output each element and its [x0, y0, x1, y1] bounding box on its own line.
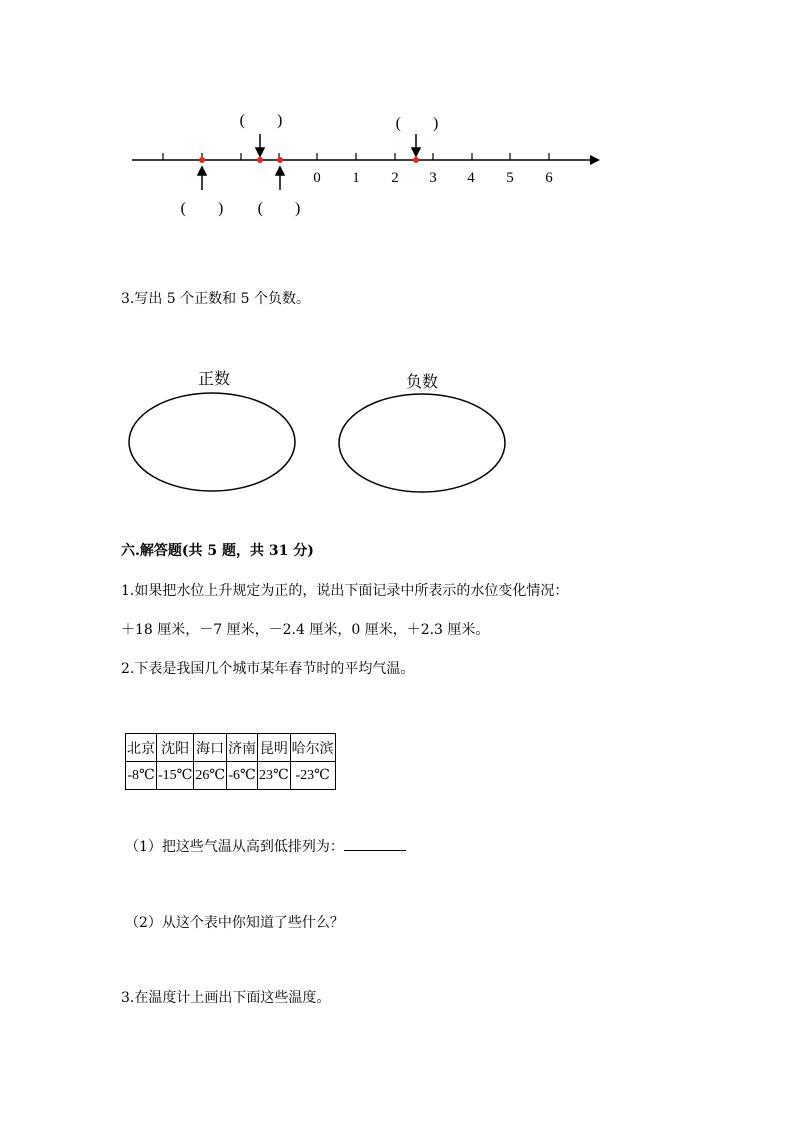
question-2-sub-2: （2）从这个表中你知道了些什么？ [125, 915, 344, 931]
city-temperature-table [125, 733, 336, 790]
answer-blank-top-2: ( ) [395, 115, 439, 132]
tick-label-5: 5 [506, 170, 514, 186]
table-cell-city: 沈阳 [157, 734, 194, 762]
table-row [126, 762, 336, 790]
question-2-sub-1-text: （1）把这些气温从高到低排列为： [125, 839, 344, 855]
table-row [126, 734, 336, 762]
axis-arrow-head [590, 155, 600, 165]
table-cell-temp: -8℃ [126, 762, 157, 790]
question-2-sub-1 [125, 836, 406, 856]
tick-marks [163, 153, 549, 160]
table-cell-city: 北京 [126, 734, 157, 762]
negative-oval[interactable] [339, 394, 505, 492]
negative-oval-label: 负数 [405, 372, 439, 391]
number-line [0, 0, 794, 240]
tick-label-4: 4 [467, 170, 475, 186]
table-cell-temp: -15℃ [157, 762, 194, 790]
point-marker-c [277, 157, 283, 163]
question-3-text: 3.写出 5 个正数和 5 个负数。 [121, 291, 310, 307]
table-cell-city: 昆明 [258, 734, 291, 762]
answer-blank-line[interactable] [344, 838, 406, 851]
up-arrow-c-head [276, 167, 284, 175]
down-arrow-b-head [256, 148, 264, 156]
table-cell-temp: 23℃ [258, 762, 291, 790]
tick-label-3: 3 [429, 170, 437, 186]
tick-label-6: 6 [545, 170, 553, 186]
table-cell-temp: -6℃ [227, 762, 258, 790]
up-arrow-a-head [198, 167, 206, 175]
table-cell-city: 海口 [194, 734, 227, 762]
tick-label-2: 2 [391, 170, 399, 186]
table-cell-city: 哈尔滨 [290, 734, 335, 762]
answer-blank-top-1: ( ) [239, 112, 283, 129]
table-cell-temp: 26℃ [194, 762, 227, 790]
answer-blank-bottom-1: ( ) [180, 200, 224, 217]
section-6-title: 六.解答题(共 5 题，共 31 分) [121, 543, 314, 559]
table-cell-temp: -23℃ [290, 762, 335, 790]
point-marker-a [199, 157, 205, 163]
section-6-question-1-values: ＋18 厘米，－7 厘米，－2.4 厘米，0 厘米，＋2.3 厘米。 [121, 622, 490, 638]
section-6-question-1: 1.如果把水位上升规定为正的，说出下面记录中所表示的水位变化情况： [121, 583, 569, 599]
tick-label-1: 1 [352, 170, 360, 186]
answer-blank-bottom-2: ( ) [257, 200, 301, 217]
down-arrow-d-head [412, 148, 420, 156]
point-marker-b [257, 157, 263, 163]
section-6-question-3: 3.在温度计上画出下面这些温度。 [121, 990, 331, 1006]
table-cell-city: 济南 [227, 734, 258, 762]
section-6-question-2: 2.下表是我国几个城市某年春节时的平均气温。 [121, 661, 415, 677]
positive-oval-label: 正数 [197, 369, 231, 388]
tick-label-0: 0 [313, 170, 321, 186]
positive-oval[interactable] [129, 393, 295, 491]
number-sort-ovals [0, 360, 794, 510]
point-marker-d [413, 157, 419, 163]
